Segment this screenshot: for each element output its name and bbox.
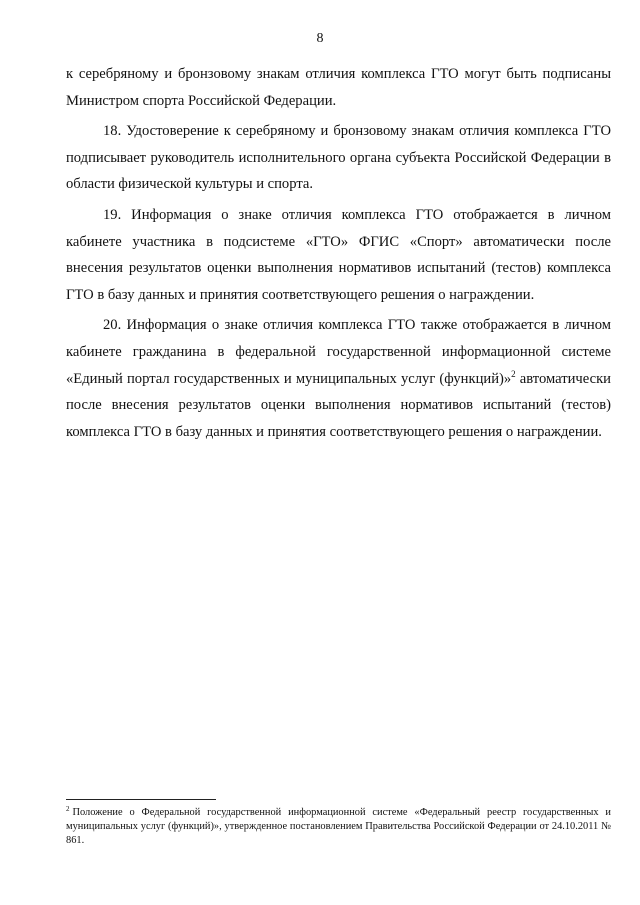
paragraph-20-text-before-note: 20. Информация о знаке отличия комплекса ГТО также отображается в личном кабинете гражданина в федеральной государственной информационной системе «Единый портал государственных и муниципальных услуг (функций)» [66,317,611,387]
page-number: 8 [316,31,324,46]
body-text [66,61,611,445]
footnote-mark: 2 [66,805,70,813]
footnote [66,806,611,849]
footnote-divider [66,799,216,800]
paragraph-20-text-after-note: автоматически после внесения результатов оценки выполнения нормативов испытаний (тестов) комплекса ГТО в базу данных и принятия соответствующего решения о награждении. [66,370,611,440]
footnote-reference: 2 [511,368,516,379]
paragraph-20 [66,312,611,445]
footnote-text: Положение о Федеральной государственной информационной системе «Федеральный реестр государственных и муниципальных услуг (функций)», утвержденное постановлением Правительства Российской Федерации от 24.10.2011 № 861. [66,807,611,847]
paragraph-continuation: к серебряному и бронзовому знакам отличия комплекса ГТО могут быть подписаны Министром спорта Российской Федерации. [66,66,611,109]
paragraph-19: 19. Информация о знаке отличия комплекса ГТО отображается в личном кабинете участника в подсистеме «ГТО» ФГИС «Спорт» автоматически после внесения результатов оценки выполнения нормативов испытаний (тестов) комплекса ГТО в базу данных и принятия соответствующего решения о награждении. [66,206,611,303]
paragraph-18: 18. Удостоверение к серебряному и бронзовому знакам отличия комплекса ГТО подписывает руководитель исполнительного органа субъекта Российской Федерации в области физической культуры и спорта. [66,123,611,193]
